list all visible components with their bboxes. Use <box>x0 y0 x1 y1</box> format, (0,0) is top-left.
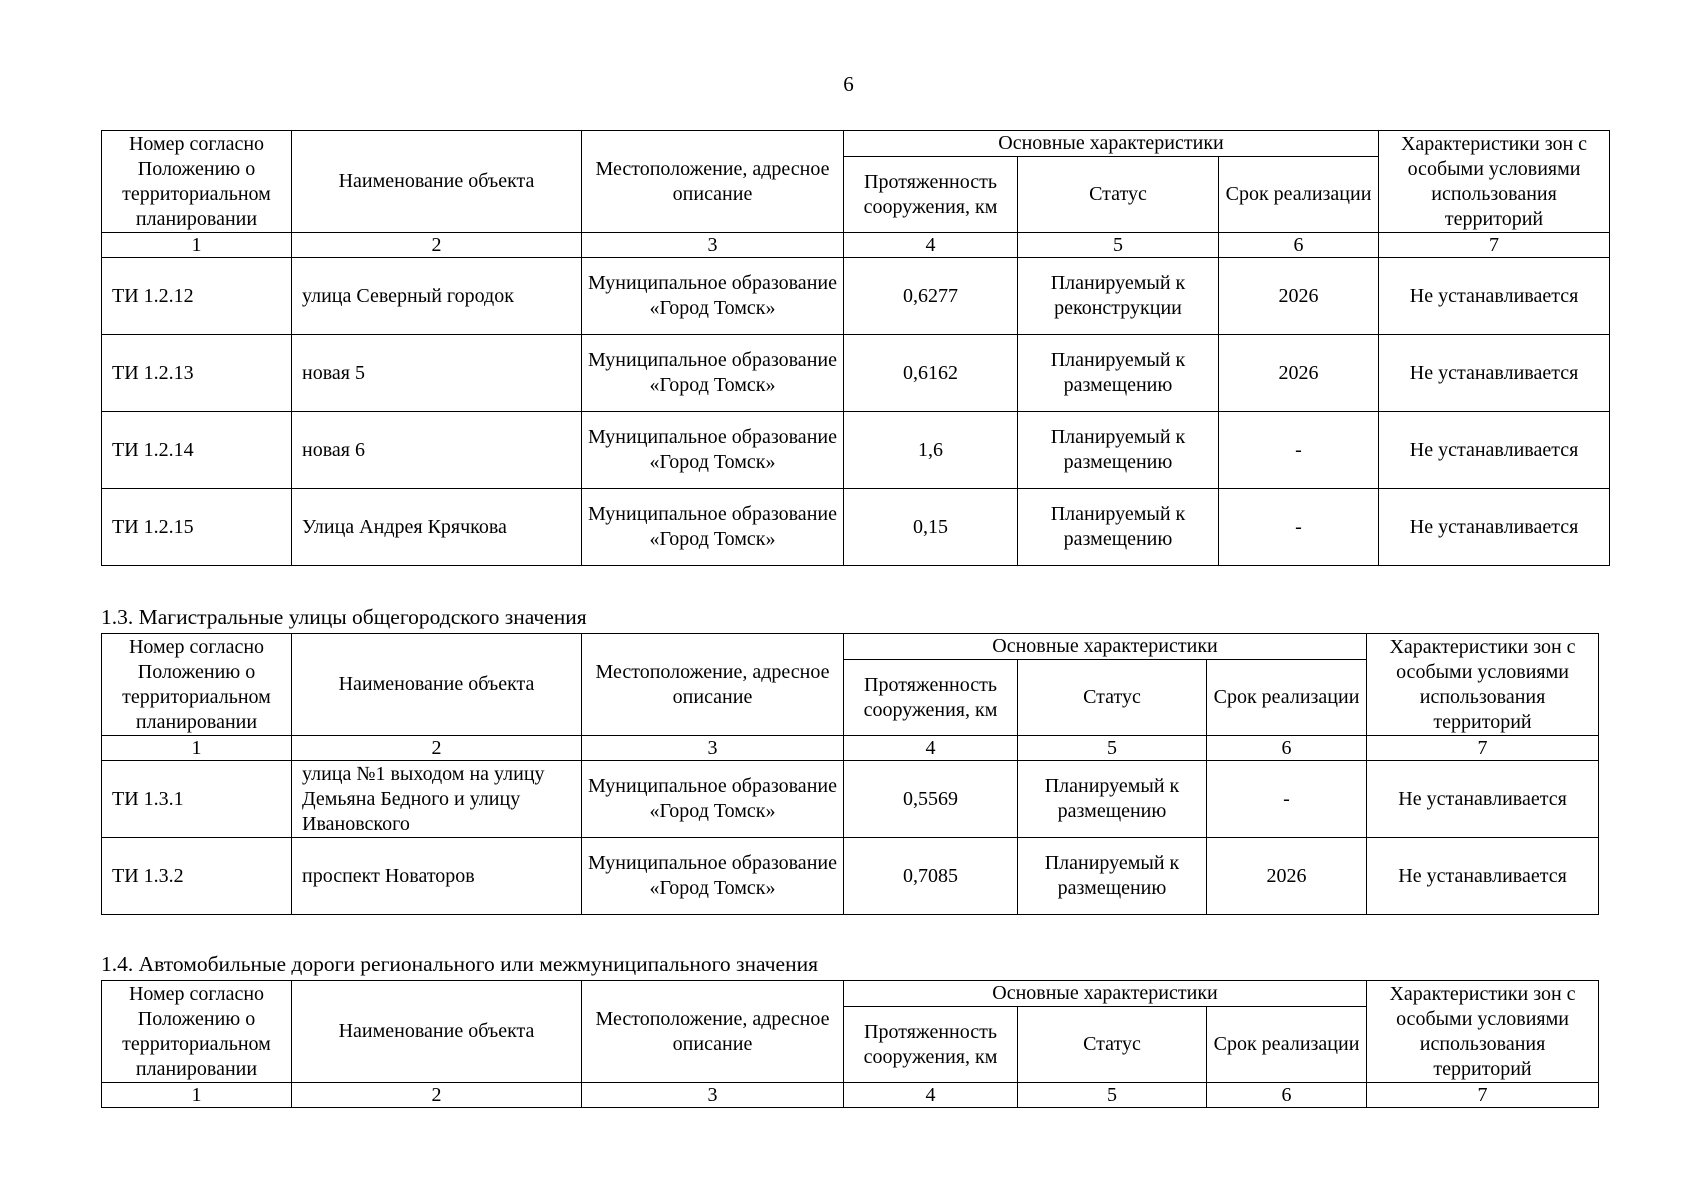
header-location: Местоположение, адресное описание <box>582 131 844 233</box>
column-number: 6 <box>1207 736 1367 761</box>
object-name: Улица Андрея Крячкова <box>292 489 582 566</box>
header-length: Протяженность сооружения, км <box>844 157 1018 233</box>
header-zones: Характеристики зон с особыми условиями использования территорий <box>1367 981 1599 1083</box>
column-number: 3 <box>582 233 844 258</box>
header-number: Номер согласно Положению о территориальном планировании <box>102 131 292 233</box>
table-row <box>102 412 1610 489</box>
table-row <box>102 838 1599 915</box>
header-zones: Характеристики зон с особыми условиями использования территорий <box>1379 131 1610 233</box>
header-term: Срок реализации <box>1207 660 1367 736</box>
object-zones: Не устанавливается <box>1379 489 1610 566</box>
object-number: ТИ 1.3.1 <box>102 761 292 838</box>
object-name: новая 5 <box>292 335 582 412</box>
object-status: Планируемый к размещению <box>1018 335 1219 412</box>
header-name: Наименование объекта <box>292 981 582 1083</box>
column-number: 4 <box>844 1083 1018 1108</box>
object-location: Муниципальное образование «Город Томск» <box>582 335 844 412</box>
table-row <box>102 489 1610 566</box>
object-location: Муниципальное образование «Город Томск» <box>582 258 844 335</box>
header-term: Срок реализации <box>1219 157 1379 233</box>
header-number: Номер согласно Положению о территориальном планировании <box>102 981 292 1083</box>
header-name: Наименование объекта <box>292 634 582 736</box>
object-status: Планируемый к размещению <box>1018 761 1207 838</box>
column-number: 3 <box>582 1083 844 1108</box>
object-length: 0,6162 <box>844 335 1018 412</box>
column-number: 7 <box>1367 736 1599 761</box>
object-term: 2026 <box>1219 258 1379 335</box>
header-main-characteristics: Основные характеристики <box>844 634 1367 660</box>
column-numbers-row <box>102 1083 1599 1108</box>
object-zones: Не устанавливается <box>1367 761 1599 838</box>
object-location: Муниципальное образование «Город Томск» <box>582 838 844 915</box>
column-number: 1 <box>102 736 292 761</box>
header-main-characteristics: Основные характеристики <box>844 981 1367 1007</box>
column-number: 6 <box>1219 233 1379 258</box>
page-number: 6 <box>843 72 854 96</box>
table-row <box>102 761 1599 838</box>
column-number: 2 <box>292 1083 582 1108</box>
column-number: 7 <box>1367 1083 1599 1108</box>
column-number: 5 <box>1018 736 1207 761</box>
header-length: Протяженность сооружения, км <box>844 1007 1018 1083</box>
column-numbers-row <box>102 736 1599 761</box>
header-name: Наименование объекта <box>292 131 582 233</box>
object-status: Планируемый к размещению <box>1018 412 1219 489</box>
object-term: - <box>1219 412 1379 489</box>
objects-table-1-4 <box>101 980 1599 1108</box>
object-term: - <box>1207 761 1367 838</box>
object-number: ТИ 1.3.2 <box>102 838 292 915</box>
object-zones: Не устанавливается <box>1379 258 1610 335</box>
object-location: Муниципальное образование «Город Томск» <box>582 412 844 489</box>
header-zones: Характеристики зон с особыми условиями использования территорий <box>1367 634 1599 736</box>
section-title: 1.4. Автомобильные дороги регионального или межмуниципального значения <box>101 952 818 976</box>
object-number: ТИ 1.2.15 <box>102 489 292 566</box>
object-status: Планируемый к размещению <box>1018 838 1207 915</box>
header-status: Статус <box>1018 157 1219 233</box>
header-location: Местоположение, адресное описание <box>582 634 844 736</box>
header-number: Номер согласно Положению о территориальном планировании <box>102 634 292 736</box>
column-number: 4 <box>844 736 1018 761</box>
column-number: 4 <box>844 233 1018 258</box>
object-term: 2026 <box>1207 838 1367 915</box>
object-term: 2026 <box>1219 335 1379 412</box>
object-number: ТИ 1.2.12 <box>102 258 292 335</box>
header-location: Местоположение, адресное описание <box>582 981 844 1083</box>
table-row <box>102 335 1610 412</box>
header-status: Статус <box>1018 1007 1207 1083</box>
column-number: 3 <box>582 736 844 761</box>
header-status: Статус <box>1018 660 1207 736</box>
column-number: 1 <box>102 233 292 258</box>
objects-table-1-3 <box>101 633 1599 915</box>
table-row <box>102 258 1610 335</box>
column-number: 2 <box>292 736 582 761</box>
object-status: Планируемый к размещению <box>1018 489 1219 566</box>
column-number: 7 <box>1379 233 1610 258</box>
column-number: 2 <box>292 233 582 258</box>
column-number: 1 <box>102 1083 292 1108</box>
object-status: Планируемый к реконструкции <box>1018 258 1219 335</box>
object-length: 0,6277 <box>844 258 1018 335</box>
object-length: 0,7085 <box>844 838 1018 915</box>
object-location: Муниципальное образование «Город Томск» <box>582 489 844 566</box>
object-name: проспект Новаторов <box>292 838 582 915</box>
object-zones: Не устанавливается <box>1379 335 1610 412</box>
header-length: Протяженность сооружения, км <box>844 660 1018 736</box>
header-main-characteristics: Основные характеристики <box>844 131 1379 157</box>
object-length: 1,6 <box>844 412 1018 489</box>
column-numbers-row <box>102 233 1610 258</box>
object-name: новая 6 <box>292 412 582 489</box>
object-length: 0,5569 <box>844 761 1018 838</box>
object-name: улица №1 выходом на улицу Демьяна Бедного и улицу Ивановского <box>292 761 582 838</box>
column-number: 5 <box>1018 233 1219 258</box>
object-name: улица Северный городок <box>292 258 582 335</box>
object-location: Муниципальное образование «Город Томск» <box>582 761 844 838</box>
header-term: Срок реализации <box>1207 1007 1367 1083</box>
column-number: 6 <box>1207 1083 1367 1108</box>
section-title: 1.3. Магистральные улицы общегородского значения <box>101 605 587 629</box>
object-number: ТИ 1.2.14 <box>102 412 292 489</box>
object-zones: Не устанавливается <box>1379 412 1610 489</box>
objects-table-1-2 <box>101 130 1610 566</box>
column-number: 5 <box>1018 1083 1207 1108</box>
object-number: ТИ 1.2.13 <box>102 335 292 412</box>
object-zones: Не устанавливается <box>1367 838 1599 915</box>
object-term: - <box>1219 489 1379 566</box>
object-length: 0,15 <box>844 489 1018 566</box>
